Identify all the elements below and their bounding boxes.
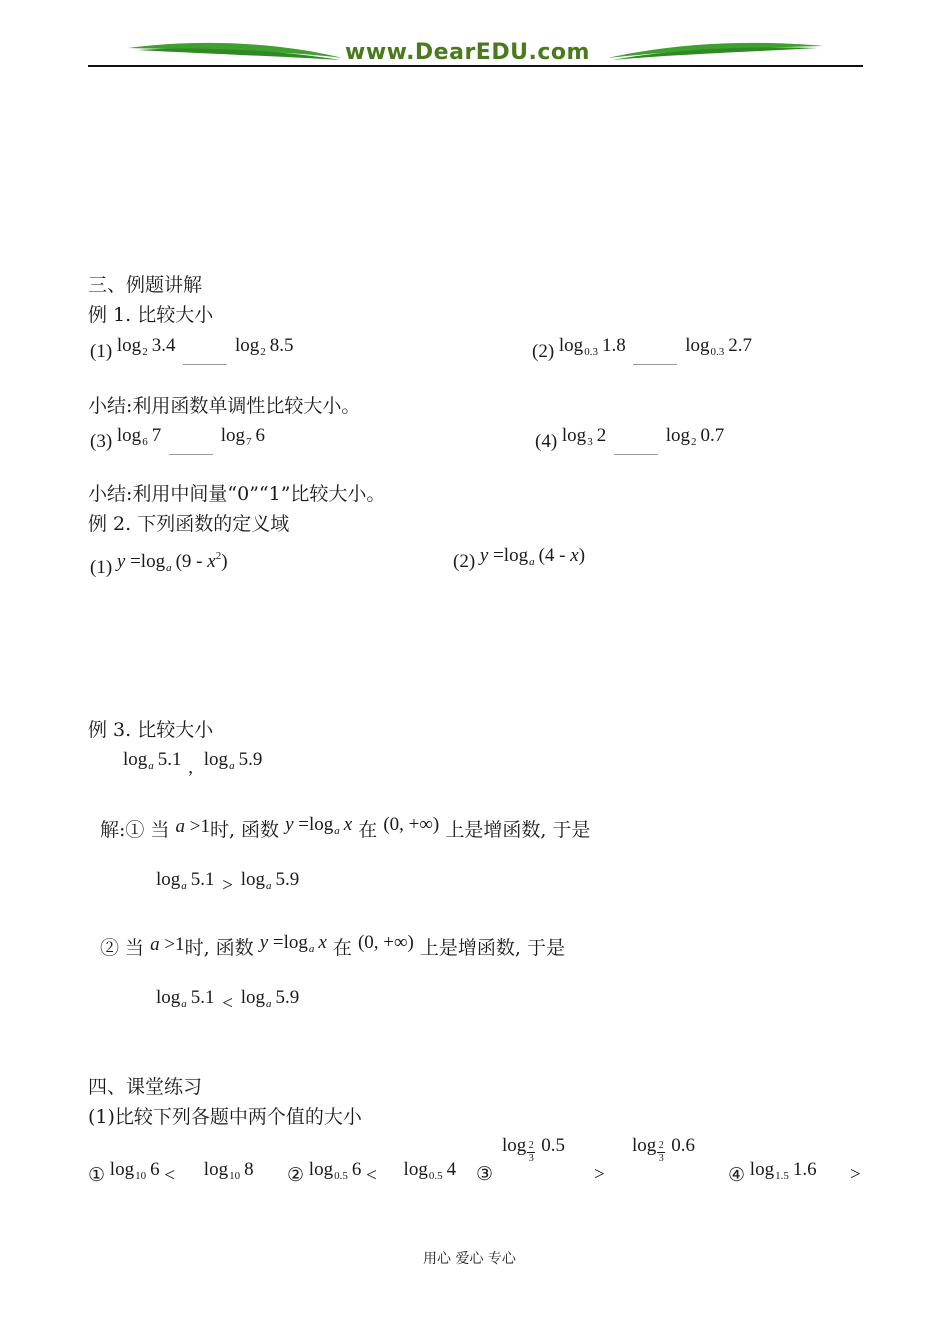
ex1-problem-4: (4) $\log_3 2$ $\log_2 0.7$ — [535, 430, 724, 460]
answer-blank[interactable] — [614, 434, 658, 455]
section-title: 三、例题讲解 — [88, 274, 203, 296]
fraction: $\frac{2}{3}$ — [658, 1140, 664, 1164]
ex3-case-2: ② 当 a >1时, 函数 $y =\log_a$ x 在 (0, +∞) 上是增函数, 于是 — [100, 932, 565, 959]
ex2-problem-2: (2) $y =\log_a$ (4 - x) — [453, 545, 586, 572]
example-2-title: 例 2. 下列函数的定义域 — [88, 513, 290, 535]
ex1-problem-3: (3) $\log_6 7$ $\log_7 6$ — [90, 430, 265, 460]
ex3-case-1-result: $\log_a 5.1 > \log_a 5.9$ — [156, 869, 300, 896]
site-logo: www.DearEDU.com — [345, 40, 590, 65]
exercise-task: (1)比较下列各题中两个值的大小 — [88, 1106, 362, 1128]
header-swoosh-left — [128, 36, 343, 66]
header-rule — [88, 65, 863, 67]
ex3-case-1: 解:① 当 a >1时, 函数 $y =\log_a$ x 在 (0, +∞) 上是增函数, 于是 — [100, 814, 591, 841]
ex1-summary-1: 小结:利用函数单调性比较大小。 — [88, 395, 361, 417]
ex2-problem-1: (1) $y =\log_a$ $(9 - x^2)$ — [90, 550, 228, 578]
example-3-title: 例 3. 比较大小 — [88, 719, 214, 741]
header-swoosh-right — [608, 36, 823, 66]
ex1-summary-2: 小结:利用中间量“0”“1”比较大小。 — [88, 483, 386, 505]
exercise-q3-op: > — [594, 1164, 605, 1185]
exercise-q3-mark: ③ — [476, 1164, 494, 1185]
exercise-q3-a: log $\frac{2}{3}$ 0.5 — [502, 1135, 566, 1164]
section-4-title: 四、课堂练习 — [88, 1076, 203, 1098]
exercise-q1: ① $\log_{10} 6 < \log_{10} 8$ — [88, 1159, 254, 1186]
answer-blank[interactable] — [633, 344, 677, 365]
exercise-q4-op: > — [850, 1164, 861, 1185]
ex3-case-2-result: $\log_a 5.1 < \log_a 5.9$ — [156, 987, 300, 1014]
ex1-problem-1: (1) $\log_2 3.4$ $\log_2 8.5$ — [90, 340, 293, 370]
page-footer: 用心 爱心 专心 — [423, 1251, 516, 1267]
ex1-problem-2: (2) $\log_{0.3} 1.8$ $\log_{0.3} 2.7$ — [532, 340, 752, 370]
exercise-q2: ② $\log_{0.5} 6 < \log_{0.5} 4$ — [287, 1159, 457, 1186]
answer-blank[interactable] — [169, 434, 213, 455]
fraction: $\frac{2}{3}$ — [528, 1140, 534, 1164]
answer-blank[interactable] — [183, 344, 227, 365]
exercise-q4: ④ $\log_{1.5} 1.6$ — [728, 1159, 817, 1186]
exercise-q3-b: log $\frac{2}{3}$ 0.6 — [632, 1135, 696, 1164]
ex3-expression: $\log_a 5.1$ , $\log_a 5.9$ — [123, 749, 263, 778]
example-1-title: 例 1. 比较大小 — [88, 304, 214, 326]
